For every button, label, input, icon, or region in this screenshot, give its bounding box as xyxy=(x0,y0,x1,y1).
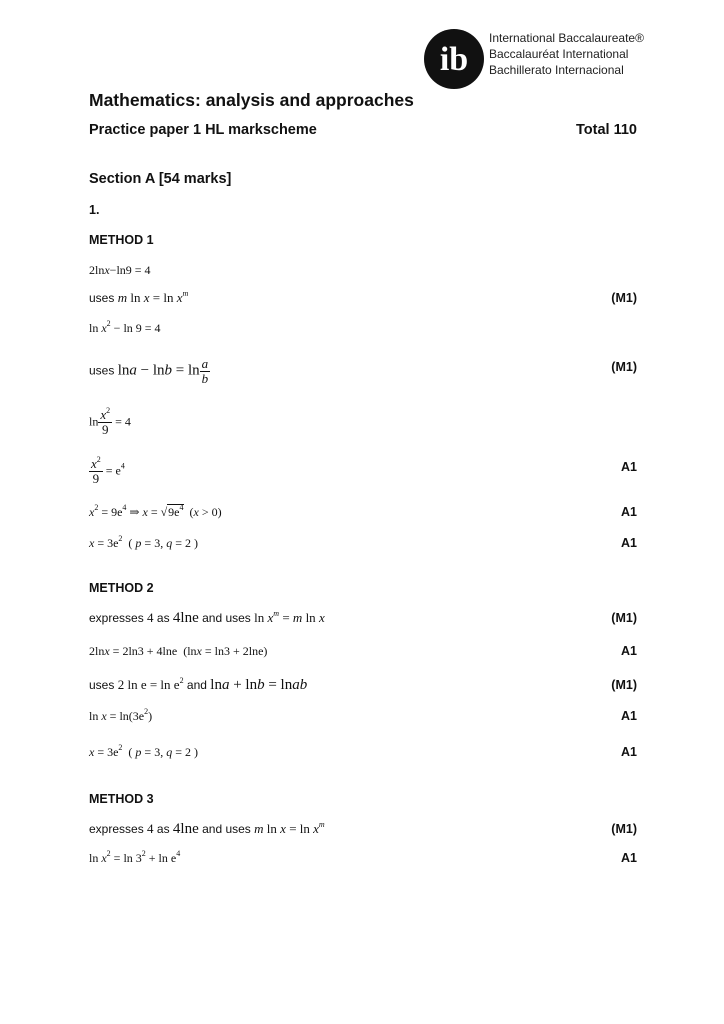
word-uses: uses xyxy=(89,678,115,692)
mark: (M1) xyxy=(611,360,637,374)
document-title: Mathematics: analysis and approaches xyxy=(89,90,414,110)
word-and-uses: and uses xyxy=(202,611,251,625)
word-and: and xyxy=(186,678,207,692)
formula: $x = 3e^2$ ( p = 3, q = 2 ) xyxy=(89,743,198,759)
document-subtitle: Practice paper 1 HL markscheme xyxy=(89,122,317,138)
formula-line: uses lna − lnb = ln $\frac{a}{b}$ xyxy=(89,356,209,386)
mark: A1 xyxy=(621,460,637,474)
total-marks: Total 110 xyxy=(576,122,637,138)
formula: 2lnx−ln9 = 4 xyxy=(89,263,151,277)
mark: A1 xyxy=(621,745,637,759)
mark: (M1) xyxy=(611,291,637,305)
org-name-en: International Baccalaureate® xyxy=(489,31,644,45)
word-as: as xyxy=(156,611,170,625)
method-1-line-3 xyxy=(89,318,637,338)
formula: ln $\frac{x^2}{9}$ = 4 xyxy=(89,406,131,437)
formula-line: expresses 4 as 4lne and uses $\ln x^m = m$ ln x xyxy=(89,609,325,626)
formula: $\ln x = \ln(3e^2)$ xyxy=(89,707,153,723)
method-3-line-2 xyxy=(89,848,637,868)
method-1-line-2 xyxy=(89,288,637,308)
formula: $\ln x^2 - \ln 9 = 4$ xyxy=(89,319,161,335)
formula: $x = 3e^2$ ( p = 3, q = 2 ) xyxy=(89,534,198,550)
formula-line: expresses 4 as 4lne and uses m $\ln x = \ln x^m$ xyxy=(89,820,325,837)
org-name-fr: Baccalauréat International xyxy=(489,47,629,61)
method-1-line-1 xyxy=(89,260,637,280)
method-3-heading: METHOD 3 xyxy=(89,792,154,806)
word-uses: uses xyxy=(89,363,115,378)
formula-line: uses m $\ln x = \ln x^m$ xyxy=(89,289,189,305)
section-heading: Section A [54 marks] xyxy=(89,171,232,187)
method-1-line-7 xyxy=(89,502,637,522)
mark: A1 xyxy=(621,851,637,865)
ib-logo-icon xyxy=(423,28,485,90)
logo-text: ib xyxy=(439,41,469,78)
formula: $x^2 = 9e^4$ ⇒ $x = √9e^4$ (x > 0) xyxy=(89,503,222,519)
method-2-line-5 xyxy=(89,742,637,762)
formula: $\frac{x^2}{9}$ = $e^4$ xyxy=(91,455,125,486)
organization-names xyxy=(489,30,644,78)
method-2-line-1 xyxy=(89,608,637,628)
mark: (M1) xyxy=(611,678,637,692)
method-1-line-6 xyxy=(89,455,637,486)
method-3-line-1 xyxy=(89,819,637,839)
word-uses: uses xyxy=(89,291,115,305)
question-number: 1. xyxy=(89,203,100,217)
mark: A1 xyxy=(621,644,637,658)
method-2-line-3 xyxy=(89,675,637,695)
mark: (M1) xyxy=(611,822,637,836)
method-1-heading: METHOD 1 xyxy=(89,233,154,247)
method-2-line-2 xyxy=(89,641,637,661)
mark: A1 xyxy=(621,505,637,519)
mark: (M1) xyxy=(611,611,637,625)
mark: A1 xyxy=(621,536,637,550)
method-1-line-8 xyxy=(89,533,637,553)
method-2-heading: METHOD 2 xyxy=(89,581,154,595)
method-1-line-4 xyxy=(89,356,637,386)
mark: A1 xyxy=(621,709,637,723)
method-2-line-4 xyxy=(89,706,637,726)
org-name-es: Bachillerato Internacional xyxy=(489,63,624,77)
method-1-line-5 xyxy=(89,406,637,437)
formula-line: uses 2 $\ln e = \ln e^2$ and lna + lnb = lnab xyxy=(89,676,308,693)
word-expresses: expresses xyxy=(89,822,144,836)
formula: $\ln x^2 = \ln 3^2 + \ln e^4$ xyxy=(89,849,181,865)
word-and-uses: and uses xyxy=(202,822,251,836)
word-expresses: expresses xyxy=(89,611,144,625)
formula: 2lnx = 2ln3 + 4lne (lnx = ln3 + 2lne) xyxy=(89,644,268,658)
word-as: as xyxy=(156,822,170,836)
